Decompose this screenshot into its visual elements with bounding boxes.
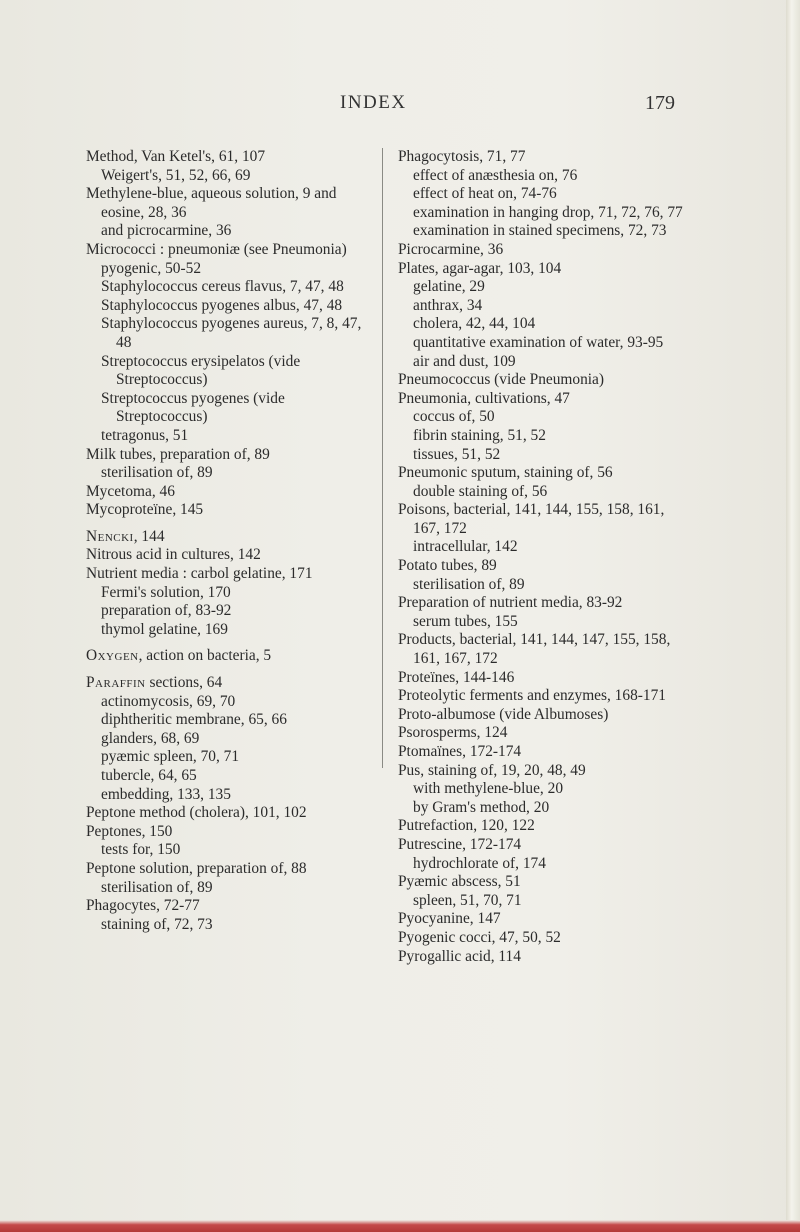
index-entry xyxy=(413,353,688,372)
index-entry xyxy=(86,897,376,916)
index-entry xyxy=(86,565,376,584)
index-entry xyxy=(86,446,376,465)
entry-text: Pneumonic sputum, staining of, 56 xyxy=(398,464,613,482)
entry-text: quantitative examination of water, 93-95 xyxy=(413,333,664,351)
entry-headword: Paraffin xyxy=(86,674,146,692)
index-entry xyxy=(86,483,376,502)
entry-text: Poisons, bacterial, 141, 144, 155, 158, 161, 167, 172 xyxy=(398,501,665,537)
entry-text: effect of anæsthesia on, 76 xyxy=(413,166,578,184)
index-entry xyxy=(413,613,688,632)
entry-text: Weigert's, 51, 52, 66, 69 xyxy=(101,166,251,184)
entry-text: serum tubes, 155 xyxy=(413,612,518,630)
index-entry xyxy=(398,929,688,948)
entry-text: diphtheritic membrane, 65, 66 xyxy=(101,711,287,729)
index-entry xyxy=(101,748,376,767)
entry-text: embedding, 133, 135 xyxy=(101,785,231,803)
index-entry xyxy=(413,315,688,334)
entry-text: intracellular, 142 xyxy=(413,538,518,556)
index-entry xyxy=(398,371,688,390)
index-entry xyxy=(101,767,376,786)
entry-text: Pneumonia, cultivations, 47 xyxy=(398,389,570,407)
index-entry xyxy=(413,892,688,911)
entry-text: Streptococcus erysipelatos (vide Streptococcus) xyxy=(101,352,301,389)
index-entry xyxy=(101,693,376,712)
index-entry xyxy=(101,841,376,860)
entry-text: actinomycosis, 69, 70 xyxy=(101,692,236,710)
entry-text: Pyogenic cocci, 47, 50, 52 xyxy=(398,928,561,946)
entry-text: pyæmic spleen, 70, 71 xyxy=(101,748,240,766)
index-entry xyxy=(86,148,376,167)
index-entry xyxy=(86,501,376,520)
index-entry xyxy=(398,873,688,892)
index-entry xyxy=(398,631,688,668)
index-entry xyxy=(86,823,376,842)
running-title: INDEX xyxy=(340,92,407,113)
index-entry xyxy=(398,948,688,967)
index-entry xyxy=(413,222,688,241)
index-entry xyxy=(101,464,376,483)
entry-text: Plates, agar-agar, 103, 104 xyxy=(398,259,562,277)
entry-headword: Nencki xyxy=(86,527,134,545)
column-divider xyxy=(382,148,383,768)
index-entry xyxy=(413,855,688,874)
entry-text: air and dust, 109 xyxy=(413,352,516,370)
entry-text: tests for, 150 xyxy=(101,841,181,859)
entry-text: Peptone solution, preparation of, 88 xyxy=(86,859,307,877)
entry-text: Peptone method (cholera), 101, 102 xyxy=(86,804,307,822)
index-entry xyxy=(398,241,688,260)
index-column-left xyxy=(86,148,376,934)
index-entry xyxy=(101,584,376,603)
entry-text: glanders, 68, 69 xyxy=(101,729,200,747)
entry-text: pyogenic, 50-52 xyxy=(101,259,202,277)
entry-text: sections, 64 xyxy=(145,674,223,692)
entry-text: sterilisation of, 89 xyxy=(101,878,213,896)
index-entry xyxy=(101,711,376,730)
entry-text: Putrescine, 172-174 xyxy=(398,835,522,853)
entry-text: Psorosperms, 124 xyxy=(398,724,508,742)
entry-text: preparation of, 83-92 xyxy=(101,602,232,620)
entry-text: staining of, 72, 73 xyxy=(101,915,213,933)
entry-text: gelatine, 29 xyxy=(413,278,485,296)
index-entry xyxy=(86,804,376,823)
index-entry xyxy=(413,185,688,204)
entry-text: Pyæmic abscess, 51 xyxy=(398,873,521,891)
index-entry xyxy=(413,408,688,427)
entry-text: tissues, 51, 52 xyxy=(413,445,501,463)
entry-text: Proteïnes, 144-146 xyxy=(398,668,515,686)
index-entry xyxy=(398,148,688,167)
index-entry xyxy=(413,538,688,557)
entry-text: Ptomaïnes, 172-174 xyxy=(398,743,522,760)
entry-text: examination in hanging drop, 71, 72, 76, 77 xyxy=(413,203,683,221)
entry-text: coccus of, 50 xyxy=(413,408,495,426)
index-entry xyxy=(398,724,688,743)
entry-text: Proto-albumose (vide Albumoses) xyxy=(398,705,609,723)
index-entry xyxy=(86,528,376,547)
entry-text: Methylene-blue, aqueous solution, 9 and eosine, 28, 36 xyxy=(86,185,337,221)
entry-text: Staphylococcus pyogenes aureus, 7, 8, 47, 48 xyxy=(101,315,362,351)
entry-text: examination in stained specimens, 72, 73 xyxy=(413,222,667,240)
index-entry xyxy=(101,621,376,640)
index-entry xyxy=(398,260,688,279)
entry-text: Nitrous acid in cultures, 142 xyxy=(86,546,261,564)
entry-text: , action on bacteria, 5 xyxy=(138,647,272,665)
index-entry xyxy=(398,557,688,576)
entry-text: Nutrient media : carbol gelatine, 171 xyxy=(86,565,313,583)
entry-text: cholera, 42, 44, 104 xyxy=(413,315,536,333)
index-entry xyxy=(398,390,688,409)
index-entry xyxy=(101,730,376,749)
entry-text: sterilisation of, 89 xyxy=(101,464,213,482)
entry-text: Method, Van Ketel's, 61, 107 xyxy=(86,148,266,165)
entry-text: Peptones, 150 xyxy=(86,822,173,840)
index-entry xyxy=(86,647,376,666)
index-entry xyxy=(101,427,376,446)
entry-text: Phagocytes, 72-77 xyxy=(86,897,200,915)
index-entry xyxy=(101,353,376,390)
entry-text: Products, bacterial, 141, 144, 147, 155, 158, 161, 167, 172 xyxy=(398,631,671,668)
index-entry xyxy=(413,297,688,316)
entry-text: Picrocarmine, 36 xyxy=(398,240,504,258)
entry-text: hydrochlorate of, 174 xyxy=(413,854,546,872)
index-entry xyxy=(101,916,376,935)
entry-headword: Oxygen xyxy=(86,647,139,665)
index-entry xyxy=(413,799,688,818)
index-entry xyxy=(398,706,688,725)
index-entry xyxy=(86,546,376,565)
entry-text: Proteolytic ferments and enzymes, 168-171 xyxy=(398,687,666,705)
entry-text: fibrin staining, 51, 52 xyxy=(413,426,546,444)
entry-text: Mycetoma, 46 xyxy=(86,482,175,500)
entry-text: Pyrogallic acid, 114 xyxy=(398,947,521,965)
entry-text: tetragonus, 51 xyxy=(101,426,189,444)
entry-text: Micrococci : pneumoniæ (see Pneumonia) xyxy=(86,240,347,258)
index-entry xyxy=(101,786,376,805)
index-entry xyxy=(101,315,376,352)
index-entry xyxy=(86,860,376,879)
entry-text: thymol gelatine, 169 xyxy=(101,620,228,638)
entry-text: anthrax, 34 xyxy=(413,296,483,314)
index-entry xyxy=(101,879,376,898)
index-entry xyxy=(86,185,376,222)
entry-text: double staining of, 56 xyxy=(413,482,548,500)
index-entry xyxy=(101,297,376,316)
index-entry xyxy=(398,687,688,706)
entry-text: Mycoproteïne, 145 xyxy=(86,501,204,519)
page-header xyxy=(0,92,790,122)
index-entry xyxy=(398,743,688,762)
index-entry xyxy=(413,427,688,446)
index-entry xyxy=(101,390,376,427)
entry-text: effect of heat on, 74-76 xyxy=(413,185,557,203)
index-entry xyxy=(413,446,688,465)
index-entry xyxy=(413,780,688,799)
index-entry xyxy=(86,674,376,693)
index-entry xyxy=(398,762,688,781)
index-entry xyxy=(398,910,688,929)
index-entry xyxy=(101,222,376,241)
index-entry xyxy=(101,167,376,186)
scan-edge-strip xyxy=(0,1220,800,1232)
entry-text: Preparation of nutrient media, 83-92 xyxy=(398,594,623,612)
entry-text: by Gram's method, 20 xyxy=(413,798,550,816)
entry-text: Staphylococcus pyogenes albus, 47, 48 xyxy=(101,296,343,314)
index-entry xyxy=(101,602,376,621)
index-entry xyxy=(413,576,688,595)
entry-text: , 144 xyxy=(133,527,165,545)
page-edge xyxy=(786,0,800,1232)
index-entry xyxy=(101,260,376,279)
page-number: 179 xyxy=(645,92,675,114)
entry-text: Pneumococcus (vide Pneumonia) xyxy=(398,371,605,389)
index-entry xyxy=(413,334,688,353)
index-entry xyxy=(413,167,688,186)
index-entry xyxy=(398,464,688,483)
entry-text: Pus, staining of, 19, 20, 48, 49 xyxy=(398,761,586,779)
index-entry xyxy=(86,241,376,260)
index-entry xyxy=(413,278,688,297)
index-entry xyxy=(413,483,688,502)
index-entry xyxy=(398,817,688,836)
entry-text: and picrocarmine, 36 xyxy=(101,222,232,240)
entry-text: tubercle, 64, 65 xyxy=(101,767,197,784)
index-entry xyxy=(398,669,688,688)
index-entry xyxy=(413,204,688,223)
entry-text: spleen, 51, 70, 71 xyxy=(413,891,522,909)
entry-text: Milk tubes, preparation of, 89 xyxy=(86,445,270,463)
entry-text: Fermi's solution, 170 xyxy=(101,583,231,601)
index-column-right xyxy=(398,148,688,966)
index-entry xyxy=(398,594,688,613)
entry-text: with methylene-blue, 20 xyxy=(413,780,564,798)
index-entry xyxy=(398,836,688,855)
entry-text: Staphylococcus cereus flavus, 7, 47, 48 xyxy=(101,278,344,296)
index-entry xyxy=(101,278,376,297)
entry-text: Phagocytosis, 71, 77 xyxy=(398,148,526,165)
entry-text: Potato tubes, 89 xyxy=(398,557,497,575)
entry-text: sterilisation of, 89 xyxy=(413,575,525,593)
entry-text: Pyocyanine, 147 xyxy=(398,910,501,928)
entry-text: Streptococcus pyogenes (vide Streptococcus) xyxy=(101,389,285,426)
entry-text: Putrefaction, 120, 122 xyxy=(398,817,535,835)
index-entry xyxy=(398,501,688,538)
